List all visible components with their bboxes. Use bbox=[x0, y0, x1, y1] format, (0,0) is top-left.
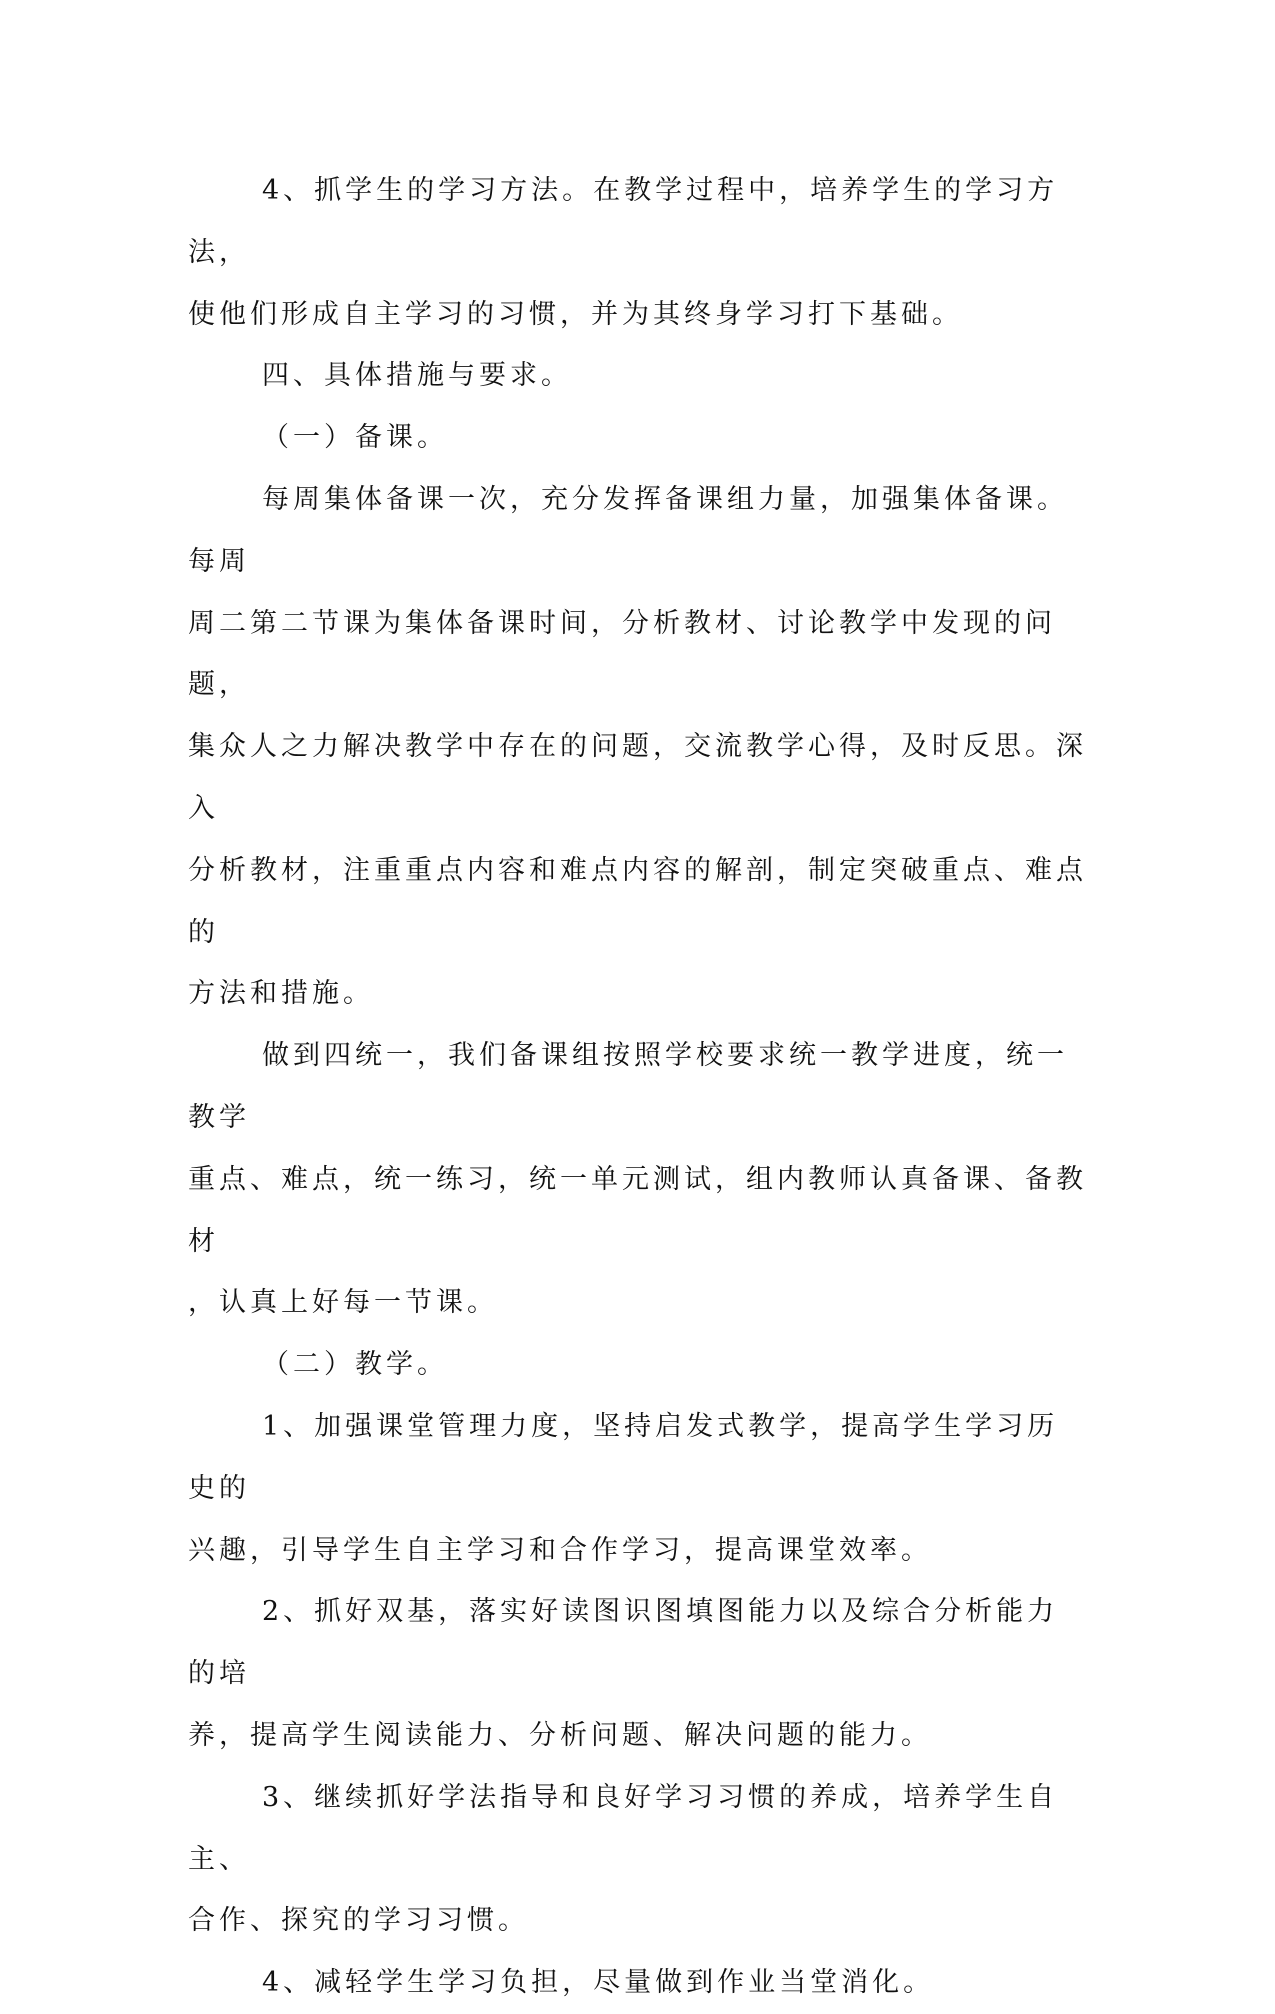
paragraph-teaching-item-3: 3、继续抓好学法指导和良好学习习惯的养成，培养学生自主、 合作、探究的学习习惯。 bbox=[188, 1781, 1059, 1937]
subheading-teaching: （二）教学。 bbox=[262, 1349, 448, 1381]
paragraph-teaching-item-2: 2、抓好双基，落实好读图识图填图能力以及综合分析能力的培 养，提高学生阅读能力、分析问题、解决问题的能力。 bbox=[188, 1596, 1059, 1751]
paragraph-teaching-item-4: 4、减轻学生学习负担，尽量做到作业当堂消化。 bbox=[262, 1967, 935, 1999]
paragraph-teaching-item-1: 1、加强课堂管理力度，坚持启发式教学，提高学生学习历史的 兴趣，引导学生自主学习和合作学习，提高课堂效率。 bbox=[188, 1410, 1059, 1566]
paragraph-collective-prep: 每周集体备课一次，充分发挥备课组力量，加强集体备课。每周 周二第二节课为集体备课时间，分析教材、讨论教学中发现的问题， 集众人之力解决教学中存在的问题，交流教学心得，及时反思。深入 分析教材，注重重点内容和难点内容的解剖，制定突破重点、难点的 方法和措施。 bbox=[188, 483, 1087, 1010]
paragraph-study-methods: 4、抓学生的学习方法。在教学过程中，培养学生的学习方法， 使他们形成自主学习的习惯，并为其终身学习打下基础。 bbox=[188, 175, 1059, 330]
paragraph-four-unifications: 做到四统一，我们备课组按照学校要求统一教学进度，统一教学 重点、难点，统一练习，统一单元测试，组内教师认真备课、备教材 ，认真上好每一节课。 bbox=[188, 1040, 1087, 1319]
section-heading-measures: 四、具体措施与要求。 bbox=[262, 360, 572, 392]
document-body bbox=[188, 160, 1088, 2014]
subheading-lesson-prep: （一）备课。 bbox=[262, 422, 448, 454]
